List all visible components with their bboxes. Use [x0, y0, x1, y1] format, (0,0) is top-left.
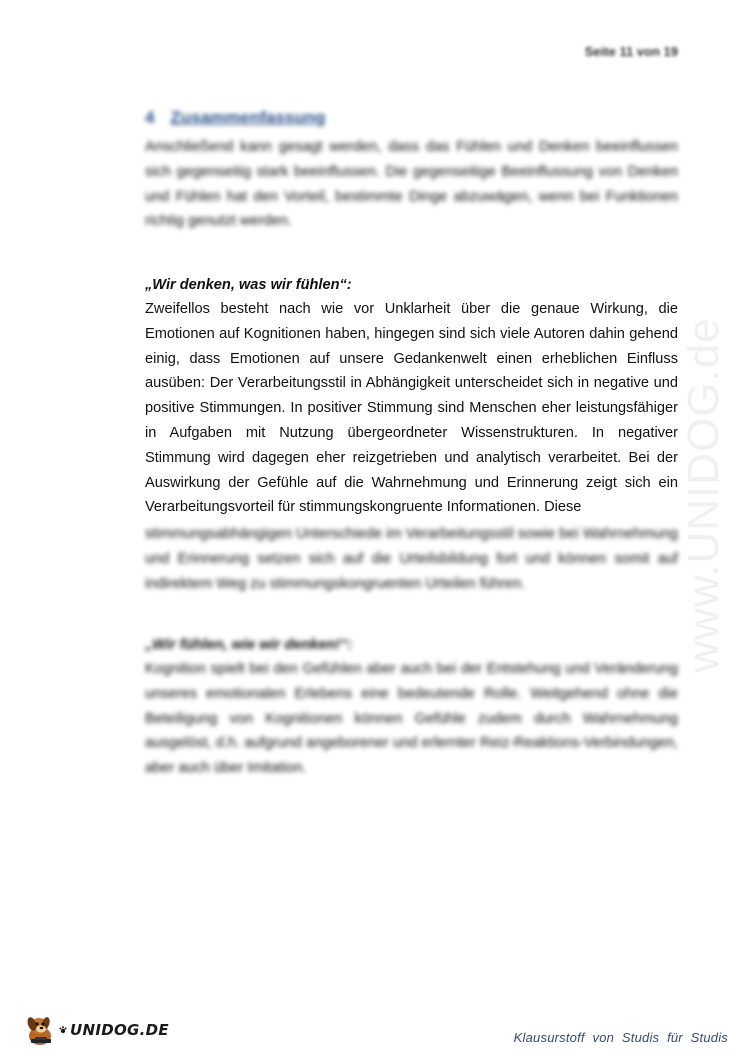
- page-number: Seite 11 von 19: [584, 44, 678, 59]
- footer-word: Klausurstoff: [513, 1030, 585, 1045]
- footer-word: von: [592, 1030, 615, 1045]
- paw-icon: [59, 1026, 67, 1034]
- subsection-2-heading: „Wir fühlen, wie wir denken!“:: [145, 637, 353, 653]
- subsection-1-visible-paragraph: Zweifellos besteht nach wie vor Unklarheit über die genaue Wirkung, die Emotionen auf Kognitionen haben, hingegen sind sich viele Autoren dahin gehend einig, dass Emotionen auf unsere Gedankenwelt einen erheblichen Einfluss ausüben: Der Verarbeitungsstil in Abhängigkeit unterscheidet sich in negative und positive Stimmungen. In positiver Stimmung sind Menschen eher leistungsfähiger in Aufgaben mit Nutzung übergeordneter Wissenstrukturen. In negativer Stimmung wird dagegen eher reizgetrieben und analytisch verarbeitet. Bei der Auswirkung der Gefühle auf die Wahrnehmung und Erinnerung zeigt sich ein Verarbeitungsvorteil für stimmungskongruente Informationen. Diese: [145, 301, 678, 516]
- subsection-1-heading: „Wir denken, was wir fühlen“:: [145, 277, 352, 293]
- footer-word: für: [667, 1030, 683, 1045]
- subsection-1-blurred-paragraph: stimmungsabhängigen Unterschiede im Verarbeitungsstil sowie bei Wahrnehmung und Erinnerung setzen sich auf die Urteilsbildung fort und können somit auf indirektem Weg zu stimmungskongruenten Urteilen führen.: [145, 526, 678, 592]
- dog-mascot-icon: [22, 1012, 58, 1048]
- footer-word: Studis: [690, 1030, 728, 1045]
- summary-paragraph: Anschließend kann gesagt werden, dass das Fühlen und Denken beeinflussen sich gegenseitig stark beeinflussen. Die gegenseitige Beeinflussung von Denken und Fühlen hat den Vorteil, bestimmte Dinge abzuwägen, wenn bei Funktionen richtig genutzt werden.: [145, 139, 678, 230]
- section-title[interactable]: Zusammenfassung: [170, 108, 326, 127]
- section-number: 4: [145, 108, 155, 127]
- footer-word: Studis: [621, 1030, 660, 1045]
- footer-tagline: [510, 1030, 728, 1045]
- watermark: www.UNIDOG.de: [679, 317, 728, 673]
- section-heading: [145, 108, 685, 128]
- unidog-logo[interactable]: [22, 1012, 172, 1048]
- subsection-2-paragraph: Kognition spielt bei den Gefühlen aber auch bei der Entstehung und Veränderung unseres emotionalen Erlebens eine bedeutende Rolle. Weitgehend ohne die Beteiligung von Kognitionen können Gefühle zudem durch Wahrnehmung ausgelöst, d.h. aufgrund angeborener und erlernter Reiz-Reaktions-Verbindungen, aber auch über Imitation.: [145, 661, 678, 777]
- logo-text: UNIDOG.DE: [70, 1021, 169, 1039]
